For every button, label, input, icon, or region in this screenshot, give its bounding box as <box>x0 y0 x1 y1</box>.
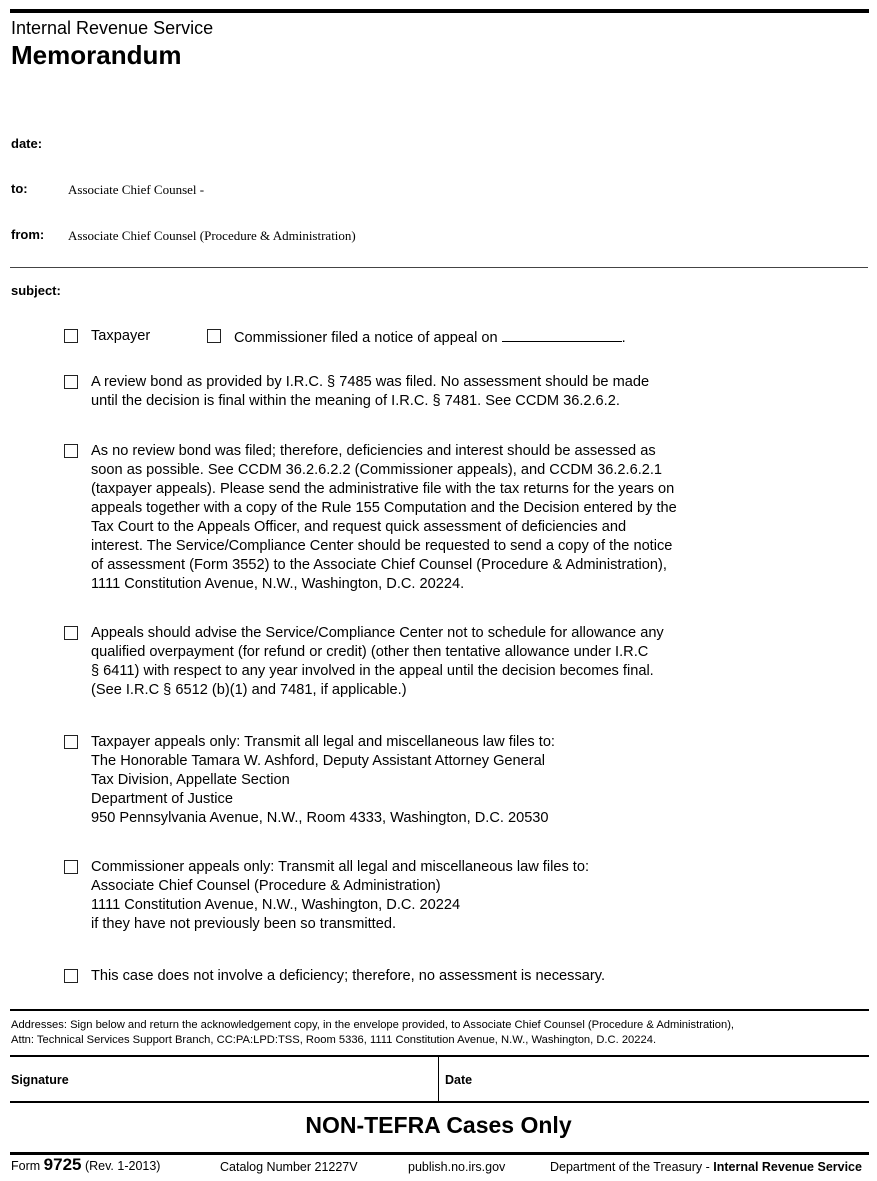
signature-date-divider <box>438 1056 439 1102</box>
signature-field[interactable] <box>80 1060 430 1098</box>
text-line: of assessment (Form 3552) to the Associate Chief Counsel (Procedure & Administration), <box>91 557 667 573</box>
text-line: appeals together with a copy of the Rule 155 Computation and the Decision entered by the <box>91 500 677 516</box>
commissioner-appeal-label: Commissioner filed a notice of appeal on <box>234 330 498 346</box>
overpayment-checkbox[interactable] <box>64 626 78 640</box>
taxpayer-checkbox[interactable] <box>64 329 78 343</box>
no-deficiency-text <box>91 967 605 986</box>
commissioner-appeal-checkbox[interactable] <box>207 329 221 343</box>
addresses-note <box>11 1018 734 1048</box>
commissioner-appeals-only-checkbox[interactable] <box>64 860 78 874</box>
text-line: Associate Chief Counsel (Procedure & Administration) <box>91 878 441 894</box>
signature-top-rule <box>10 1055 869 1057</box>
header-divider <box>10 267 868 268</box>
text-line: Tax Court to the Appeals Officer, and request quick assessment of deficiencies and <box>91 519 627 535</box>
from-label: from: <box>11 227 45 242</box>
review-bond-filed-text <box>91 373 649 411</box>
text-line: 1111 Constitution Avenue, N.W., Washington, D.C. 20224. <box>91 576 465 592</box>
no-deficiency-checkbox[interactable] <box>64 969 78 983</box>
text-line: Appeals should advise the Service/Compliance Center not to schedule for allowance any <box>91 625 664 641</box>
signature-label: Signature <box>11 1073 69 1087</box>
page-title: Memorandum <box>11 40 182 70</box>
text-line: 950 Pennsylvania Avenue, N.W., Room 4333, Washington, D.C. 20530 <box>91 810 549 826</box>
form-identifier <box>11 1157 160 1174</box>
publish-website: publish.no.irs.gov <box>408 1160 506 1174</box>
text-line: Department of Justice <box>91 791 233 807</box>
form-revision: (Rev. 1-2013) <box>84 1159 161 1173</box>
text-line: A review bond as provided by I.R.C. § 7485 was filed. No assessment should be made <box>91 374 650 390</box>
text-line: Attn: Technical Services Support Branch, CC:PA:LPD:TSS, Room 5336, 1111 Constitution Avenue, N.W., Washington, D.C. 20224. <box>11 1034 657 1046</box>
date-signed-label: Date <box>445 1073 473 1087</box>
appeal-date-field[interactable] <box>502 327 622 342</box>
text-line: Tax Division, Appellate Section <box>91 772 290 788</box>
date-label: date: <box>11 136 43 151</box>
text-line: (taxpayer appeals). Please send the administrative file with the tax returns for the years on <box>91 481 675 497</box>
to-field[interactable]: Associate Chief Counsel - <box>68 182 205 197</box>
top-rule <box>10 9 869 13</box>
addresses-divider <box>10 1009 869 1011</box>
overpayment-text <box>91 624 664 700</box>
non-tefra-banner: NON-TEFRA Cases Only <box>305 1112 572 1138</box>
review-bond-filed-checkbox[interactable] <box>64 375 78 389</box>
date-field[interactable] <box>68 136 368 152</box>
text-line: interest. The Service/Compliance Center should be requested to send a copy of the notice <box>91 538 673 554</box>
commissioner-appeal-item <box>234 327 626 348</box>
text-line: § 6411) with respect to any year involved in the appeal until the decision becomes final. <box>91 663 654 679</box>
taxpayer-appeals-only-text <box>91 733 555 828</box>
from-field[interactable]: Associate Chief Counsel (Procedure & Administration) <box>68 228 356 243</box>
text-line: qualified overpayment (for refund or credit) (other then tentative allowance under I.R.C <box>91 644 649 660</box>
text-line: This case does not involve a deficiency; therefore, no assessment is necessary. <box>91 968 606 984</box>
text-line: if they have not previously been so transmitted. <box>91 916 397 932</box>
text-line: Commissioner appeals only: Transmit all legal and miscellaneous law files to: <box>91 859 590 875</box>
subject-label: subject: <box>11 283 61 298</box>
to-label: to: <box>11 181 28 196</box>
no-review-bond-checkbox[interactable] <box>64 444 78 458</box>
agency-name: Internal Revenue Service <box>11 18 214 38</box>
text-line: until the decision is final within the meaning of I.R.C. § 7481. See CCDM 36.2.6.2. <box>91 393 620 409</box>
text-line: Addresses: Sign below and return the acknowledgement copy, in the envelope provided, to Associate Chief Counsel (Procedure & Administration), <box>11 1019 735 1031</box>
department-name: Department of the Treasury - <box>550 1160 710 1174</box>
commissioner-appeals-only-text <box>91 858 589 934</box>
form-prefix: Form <box>11 1159 41 1173</box>
taxpayer-label: Taxpayer <box>91 328 151 344</box>
text-line: As no review bond was filed; therefore, deficiencies and interest should be assessed as <box>91 443 656 459</box>
text-line: 1111 Constitution Avenue, N.W., Washington, D.C. 20224 <box>91 897 461 913</box>
department-line <box>550 1160 862 1175</box>
footer-rule <box>10 1152 869 1155</box>
text-line: (See I.R.C § 6512 (b)(1) and 7481, if applicable.) <box>91 682 407 698</box>
catalog-number: Catalog Number 21227V <box>220 1160 358 1174</box>
text-line: soon as possible. See CCDM 36.2.6.2.2 (Commissioner appeals), and CCDM 36.2.6.2.1 <box>91 462 663 478</box>
form-number: 9725 <box>43 1155 82 1174</box>
taxpayer-appeals-only-checkbox[interactable] <box>64 735 78 749</box>
text-line: The Honorable Tamara W. Ashford, Deputy Assistant Attorney General <box>91 753 545 769</box>
no-review-bond-text <box>91 442 677 594</box>
footer-agency-name: Internal Revenue Service <box>713 1160 862 1174</box>
text-line: Taxpayer appeals only: Transmit all legal and miscellaneous law files to: <box>91 734 555 750</box>
signature-bottom-rule <box>10 1101 869 1103</box>
appeal-date-suffix: . <box>621 330 626 346</box>
date-signed-field[interactable] <box>485 1060 865 1098</box>
subject-field[interactable] <box>68 283 768 299</box>
